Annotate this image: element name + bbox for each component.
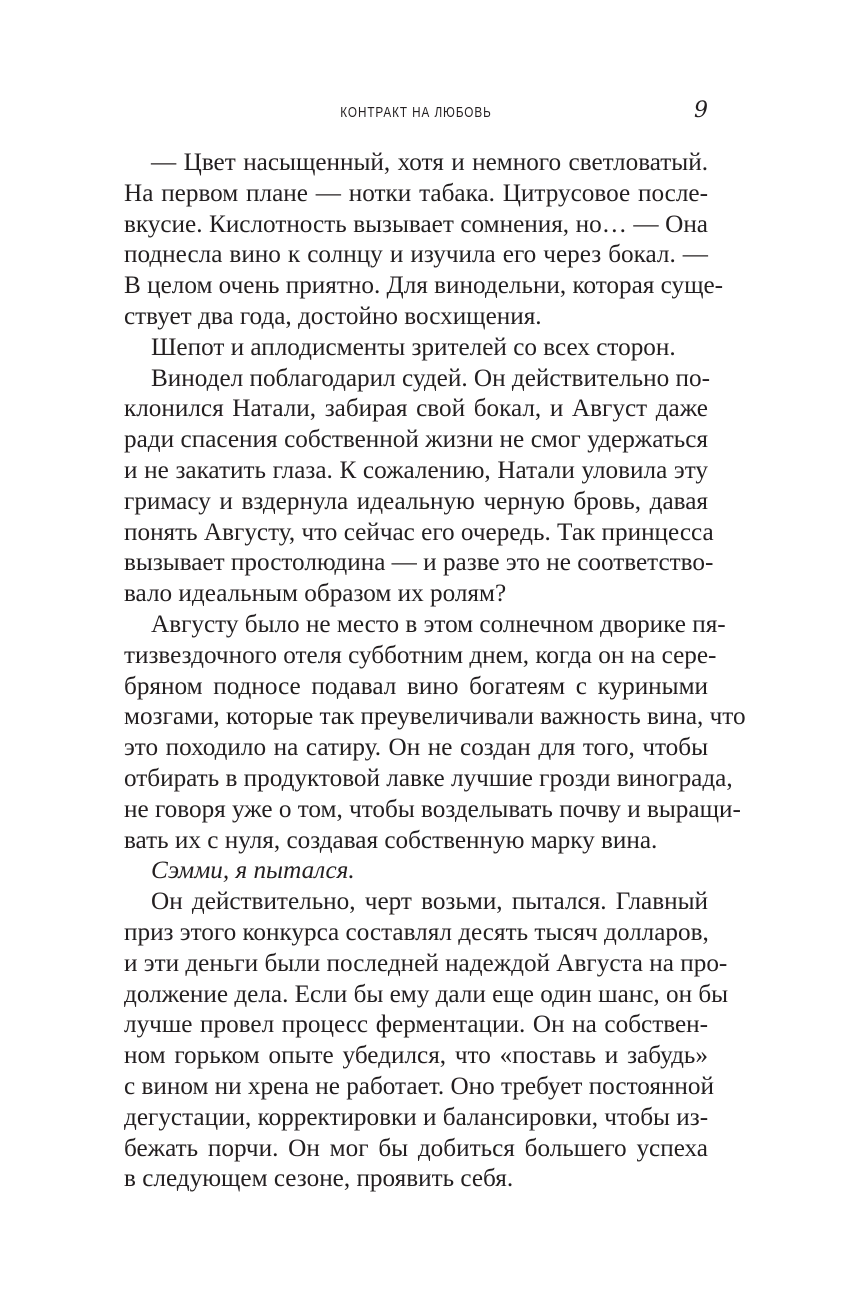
- text-line: В целом очень приятно. Для винодельни, которая суще-: [124, 272, 724, 300]
- text-line: дегустации, корректировки и балансировки, чтобы из-: [124, 1103, 709, 1131]
- text-line: вызывает простолюдина — и разве это не соответство-: [124, 549, 714, 577]
- text-line: с вином ни хрена не работает. Оно требует постоянной: [124, 1072, 714, 1100]
- text-line: должение дела. Если бы ему дали еще один шанс, он бы: [124, 980, 729, 1008]
- page-number: 9: [694, 98, 708, 123]
- text-line: Сэмми, я пытался.: [151, 857, 355, 885]
- text-line: отбирать в продуктовой лавке лучшие грозди винограда,: [124, 764, 733, 792]
- text-line: и не закатить глаза. К сожалению, Натали уловила эту: [124, 456, 708, 484]
- paragraph: [124, 887, 729, 1195]
- text-line: На первом плане — нотки табака. Цитрусовое после-: [124, 179, 708, 207]
- text-line: вать их с нуля, создавая собственную марку вина.: [124, 826, 658, 854]
- text-line: гримасу и вздернула идеальную черную бровь, давая: [124, 487, 708, 515]
- paragraph: [124, 364, 714, 610]
- text-line: это походило на сатиру. Он не создан для того, чтобы: [124, 734, 708, 762]
- body-text: [124, 148, 746, 1195]
- text-line: и эти деньги были последней надеждой Августа на про-: [124, 949, 728, 977]
- text-line: вкусие. Кислотность вызывает сомнения, но… — Она: [124, 210, 708, 238]
- text-line: Августу было не место в этом солнечном дворике пя-: [151, 610, 726, 638]
- italic-paragraph: [124, 856, 708, 887]
- text-line: приз этого конкурса составлял десять тысяч долларов,: [124, 918, 709, 946]
- text-line: бряном подносе подавал вино богатеям с куриными: [124, 672, 708, 700]
- text-line: в следующем сезоне, проявить себя.: [124, 1165, 514, 1193]
- text-line: лучше провел процесс ферментации. Он на собствен-: [124, 1011, 708, 1039]
- running-head: [124, 98, 708, 134]
- paragraph: [124, 610, 746, 856]
- text-line: — Цвет насыщенный, хотя и немного светловатый.: [151, 149, 708, 176]
- text-line: Винодел поблагодарил судей. Он действительно по-: [151, 364, 710, 392]
- text-line: не говоря уже о том, чтобы возделывать почву и выращи-: [124, 795, 741, 823]
- paragraph: [124, 148, 724, 333]
- text-line: бежать порчи. Он мог бы добиться большего успеха: [124, 1134, 708, 1162]
- text-line: поднесла вино к солнцу и изучила его через бокал. —: [124, 241, 708, 269]
- text-line: мозгами, которые так преувеличивали важность вина, что: [124, 703, 746, 731]
- paragraph: [124, 333, 708, 364]
- text-line: тизвездочного отеля субботним днем, когда он на сере-: [124, 641, 717, 669]
- text-line: ствует два года, достойно восхищения.: [124, 302, 542, 330]
- text-line: ном горьком опыте убедился, что «поставь и забудь»: [124, 1042, 708, 1070]
- text-line: Он действительно, черт возьми, пытался. Главный: [151, 888, 708, 916]
- text-line: ради спасения собственной жизни не смог удержаться: [124, 426, 708, 454]
- text-line: Шепот и аплодисменты зрителей со всех сторон.: [151, 333, 676, 361]
- text-line: понять Августу, что сейчас его очередь. Так принцесса: [124, 518, 714, 546]
- book-title: КОНТРАКТ НА ЛЮБОВЬ: [340, 104, 492, 121]
- text-line: вало идеальным образом их ролям?: [124, 580, 507, 608]
- text-line: клонился Натали, забирая свой бокал, и Август даже: [124, 395, 708, 423]
